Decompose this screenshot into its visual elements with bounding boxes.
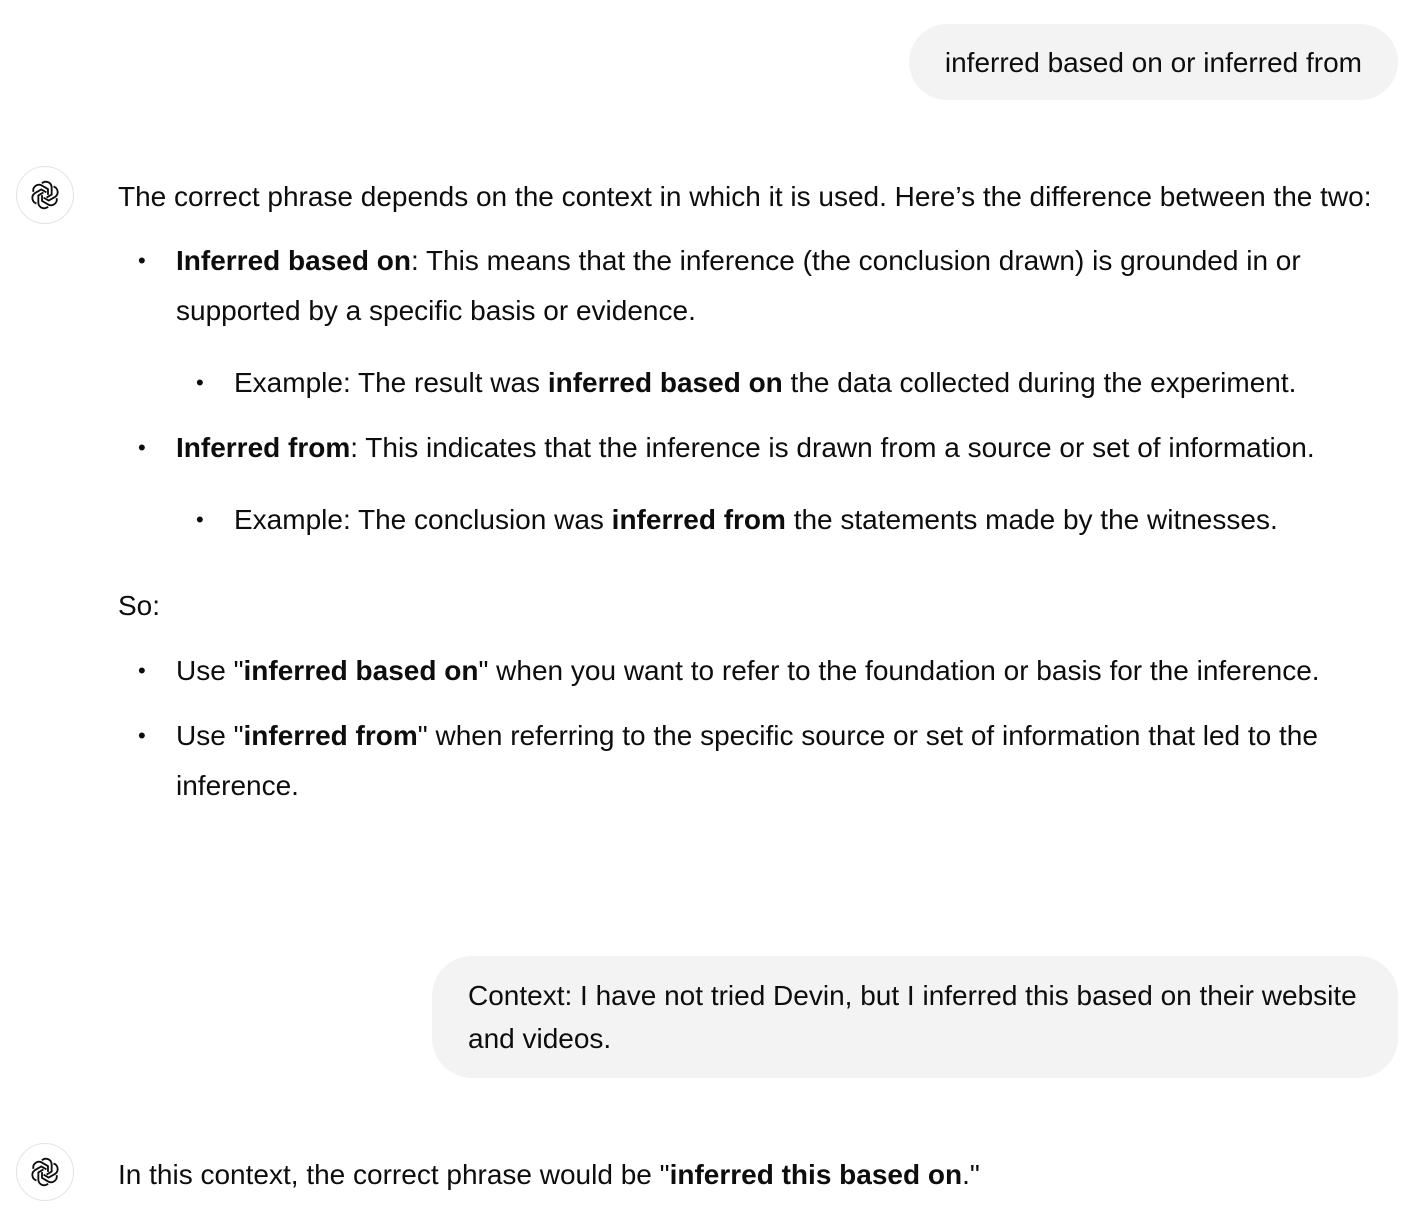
summary-suffix: " when you want to refer to the foundation or basis for the inference. [478, 655, 1320, 686]
term-description: : This means that the inference (the conclusion drawn) is grounded in or supported by a specific basis or evidence. [176, 245, 1301, 326]
assistant-intro: The correct phrase depends on the context in which it is used. Here’s the difference between the two: [118, 181, 1372, 212]
summary-bold: inferred based on [243, 655, 479, 686]
bullet-icon: • [138, 658, 146, 683]
summary-bold: inferred from [243, 720, 418, 751]
bullet-icon: • [138, 723, 146, 748]
summary-suffix: " when referring to the specific source or set of information that led to the inference. [176, 720, 1318, 801]
summary-prefix: Use " [176, 655, 244, 686]
example-suffix: the data collected during the experiment. [782, 367, 1297, 398]
assistant-message [118, 1150, 1396, 1200]
example-bold: inferred based on [547, 367, 783, 398]
list-item [118, 711, 1396, 811]
assistant-avatar [16, 1143, 74, 1201]
assistant-answer [118, 1150, 1396, 1200]
list-item [118, 646, 1396, 696]
user-message-bubble [909, 24, 1398, 100]
user-message-text: inferred based on or inferred from [944, 46, 1362, 78]
definition-list [118, 236, 1396, 545]
list-item [118, 495, 1396, 545]
term-description: : This indicates that the inference is drawn from a source or set of information. [350, 432, 1315, 463]
term-bold: Inferred based on [176, 245, 411, 276]
list-item [118, 423, 1396, 473]
answer-bold: inferred this based on [669, 1159, 963, 1190]
summary-prefix: Use " [176, 720, 244, 751]
list-item [118, 358, 1396, 408]
user-message-bubble [432, 956, 1398, 1078]
bullet-icon: • [196, 507, 204, 532]
answer-suffix: ." [962, 1159, 980, 1190]
assistant-avatar [16, 166, 74, 224]
example-prefix: Example: The result was [234, 367, 548, 398]
example-bold: inferred from [611, 504, 786, 535]
bullet-icon: • [138, 248, 146, 273]
assistant-message [118, 172, 1396, 811]
user-message-text: Context: I have not tried Devin, but I inferred this based on their website and videos. [468, 980, 1357, 1054]
openai-logo-icon [28, 178, 62, 212]
summary-list [118, 646, 1396, 811]
list-item [118, 236, 1396, 336]
answer-prefix: In this context, the correct phrase would be " [118, 1159, 670, 1190]
term-bold: Inferred from [176, 432, 351, 463]
so-label: So: [118, 590, 161, 621]
example-suffix: the statements made by the witnesses. [785, 504, 1278, 535]
bullet-icon: • [196, 370, 204, 395]
openai-logo-icon [28, 1155, 62, 1189]
bullet-icon: • [138, 435, 146, 460]
example-prefix: Example: The conclusion was [234, 504, 612, 535]
